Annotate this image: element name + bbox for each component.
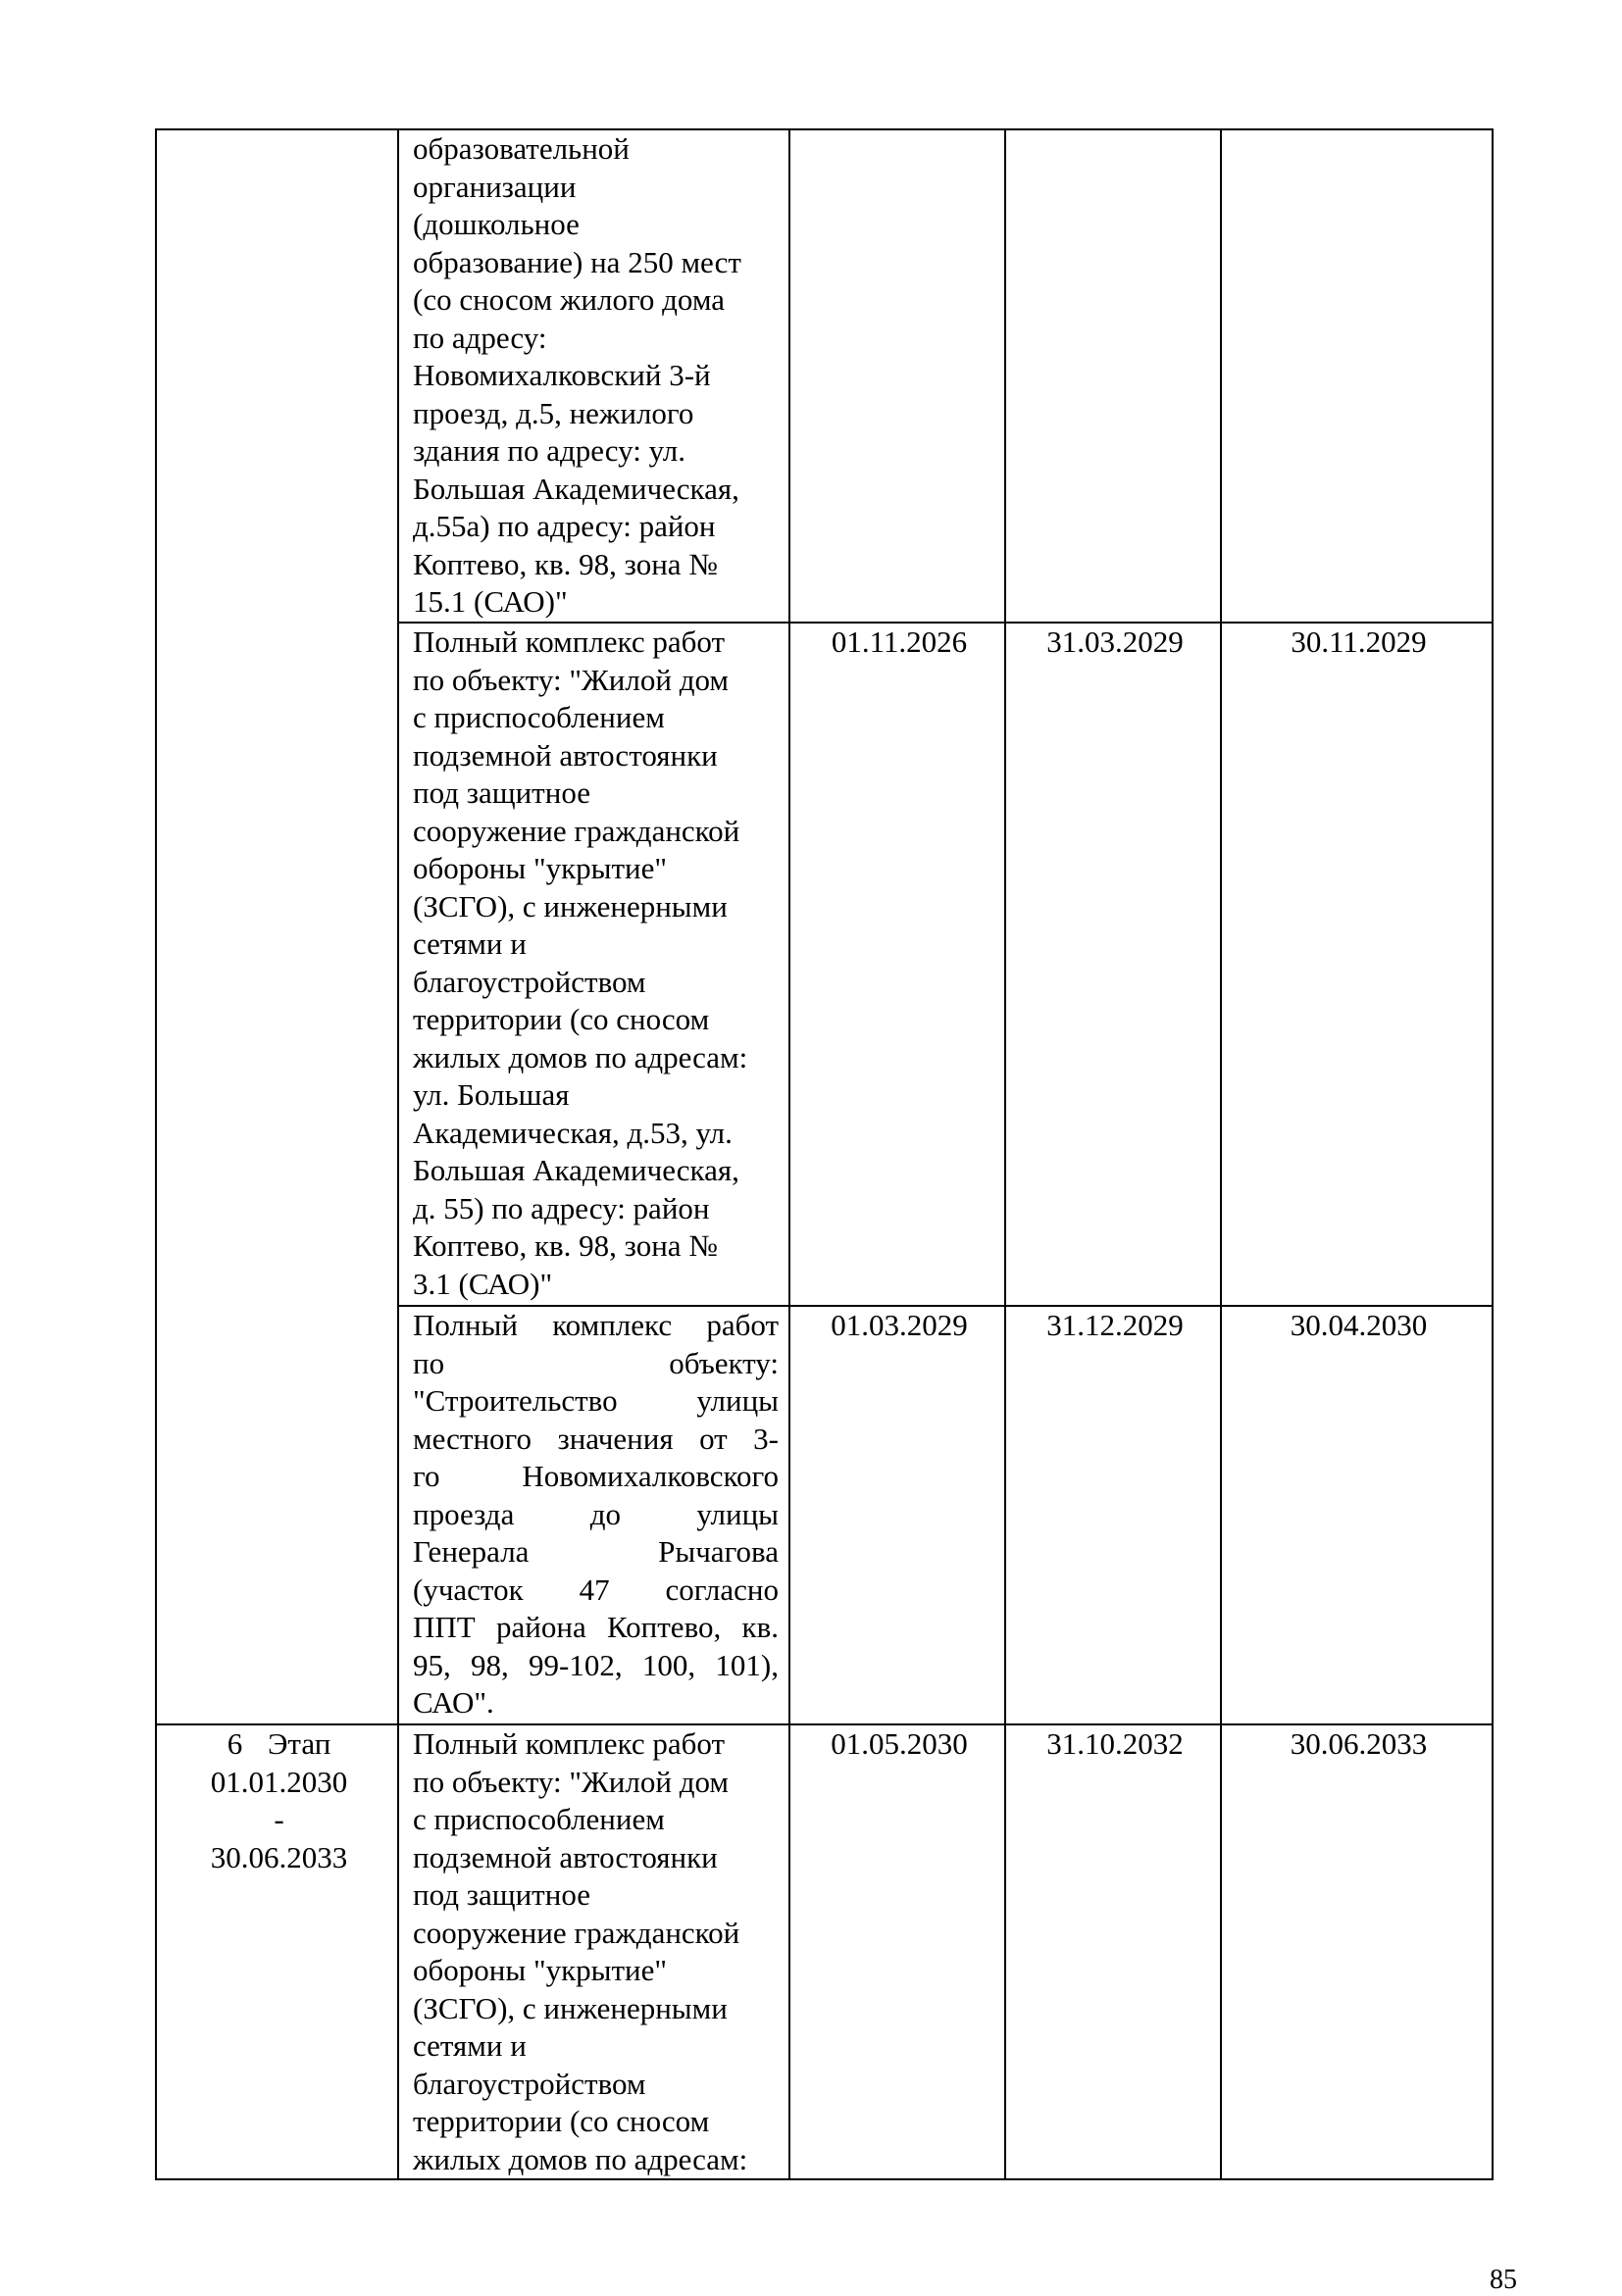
completion-date-cell: 30.11.2029 xyxy=(1221,623,1493,1306)
page-number: 85 xyxy=(1490,2265,1517,2295)
stage-cell-empty xyxy=(156,129,398,1724)
text-line: д. 55) по адресу: район xyxy=(413,1190,710,1225)
text-line: "Строительство улицы xyxy=(413,1383,779,1418)
text-line: жилых домов по адресам: xyxy=(413,1039,748,1074)
text-line: Новомихалковский 3-й xyxy=(413,358,711,392)
text-line: здания по адресу: ул. xyxy=(413,433,685,468)
text-line: под защитное xyxy=(413,775,590,810)
stage-cell xyxy=(156,1724,398,2179)
text-line: территории (со сносом xyxy=(413,1002,710,1036)
stage-start-date: 01.01.2030 xyxy=(210,1764,348,1799)
text-line: Большая Академическая, xyxy=(413,1153,739,1187)
table-row xyxy=(156,129,1493,623)
text-line: Генерала Рычагова xyxy=(413,1534,779,1569)
text-line: по объекту: "Жилой дом xyxy=(413,1764,730,1799)
text-line: подземной автостоянки xyxy=(413,737,718,773)
text-line: (участок 47 согласно xyxy=(413,1572,779,1607)
text-line: по объекту: "Жилой дом xyxy=(413,662,730,697)
text-line: образовательной xyxy=(413,131,630,166)
text-line: (ЗСГО), с инженерными xyxy=(413,888,728,923)
completion-date-cell: 30.04.2030 xyxy=(1221,1306,1493,1724)
text-line: (со сносом жилого дома xyxy=(413,282,726,317)
description-cell xyxy=(398,129,789,623)
start-date-cell: 01.03.2029 xyxy=(789,1306,1005,1724)
schedule-table xyxy=(155,128,1494,2180)
text-line: Академическая, д.53, ул. xyxy=(413,1115,733,1150)
end-date-cell: 31.12.2029 xyxy=(1005,1306,1221,1724)
text-line: д.55а) по адресу: район xyxy=(413,509,716,543)
stage-dash: - xyxy=(274,1802,284,1836)
description-cell xyxy=(398,1306,789,1724)
text-line: Коптево, кв. 98, зона № xyxy=(413,546,718,581)
text-line: Коптево, кв. 98, зона № xyxy=(413,1228,718,1263)
completion-date-cell xyxy=(1221,129,1493,623)
text-line: организации xyxy=(413,169,577,204)
completion-date-cell: 30.06.2033 xyxy=(1221,1724,1493,2179)
text-line: 3.1 (САО)" xyxy=(413,1266,553,1301)
text-line: 15.1 (САО)" xyxy=(413,584,568,619)
start-date-cell xyxy=(789,129,1005,623)
text-line: ППТ района Коптево, кв. xyxy=(413,1610,779,1644)
text-line: сооружение гражданской xyxy=(413,1915,740,1950)
text-line: (ЗСГО), с инженерными xyxy=(413,1990,728,2025)
text-line: Полный комплекс работ xyxy=(413,1308,779,1342)
stage-end-date: 30.06.2033 xyxy=(210,1839,348,1874)
text-line: образование) на 250 мест xyxy=(413,244,741,279)
text-line: сетями и xyxy=(413,2028,527,2063)
text-line: по объекту: xyxy=(413,1345,779,1380)
text-line: Большая Академическая, xyxy=(413,471,739,506)
text-line: обороны "укрытие" xyxy=(413,851,668,885)
end-date-cell: 31.10.2032 xyxy=(1005,1724,1221,2179)
text-line: по адресу: xyxy=(413,320,547,355)
description-cell xyxy=(398,623,789,1306)
text-line: благоустройством xyxy=(413,2066,646,2101)
stage-label: 6 Этап xyxy=(227,1726,331,1761)
text-line: с приспособлением xyxy=(413,1802,665,1836)
text-line: жилых домов по адресам: xyxy=(413,2141,748,2176)
text-line: территории (со сносом xyxy=(413,2104,710,2138)
text-line: с приспособлением xyxy=(413,700,665,734)
description-cell xyxy=(398,1724,789,2179)
text-line: ул. Большая xyxy=(413,1077,570,1112)
text-line: под защитное xyxy=(413,1877,590,1912)
text-line: САО". xyxy=(413,1685,494,1720)
end-date-cell: 31.03.2029 xyxy=(1005,623,1221,1306)
text-line: проезда до улицы xyxy=(413,1496,779,1531)
text-line: 95, 98, 99-102, 100, 101), xyxy=(413,1647,779,1682)
text-line: Полный комплекс работ xyxy=(413,1726,726,1761)
text-line: обороны "укрытие" xyxy=(413,1953,668,1987)
text-line: (дошкольное xyxy=(413,207,580,241)
start-date-cell: 01.05.2030 xyxy=(789,1724,1005,2179)
text-line: проезд, д.5, нежилого xyxy=(413,395,694,430)
text-line: Полный комплекс работ xyxy=(413,624,726,659)
text-line: подземной автостоянки xyxy=(413,1839,718,1874)
table-row xyxy=(156,1724,1493,2179)
text-line: благоустройством xyxy=(413,964,646,999)
text-line: сетями и xyxy=(413,926,527,961)
end-date-cell xyxy=(1005,129,1221,623)
text-line: местного значения от 3- xyxy=(413,1421,779,1456)
text-line: го Новомихалковского xyxy=(413,1459,779,1493)
text-line: сооружение гражданской xyxy=(413,813,740,848)
start-date-cell: 01.11.2026 xyxy=(789,623,1005,1306)
